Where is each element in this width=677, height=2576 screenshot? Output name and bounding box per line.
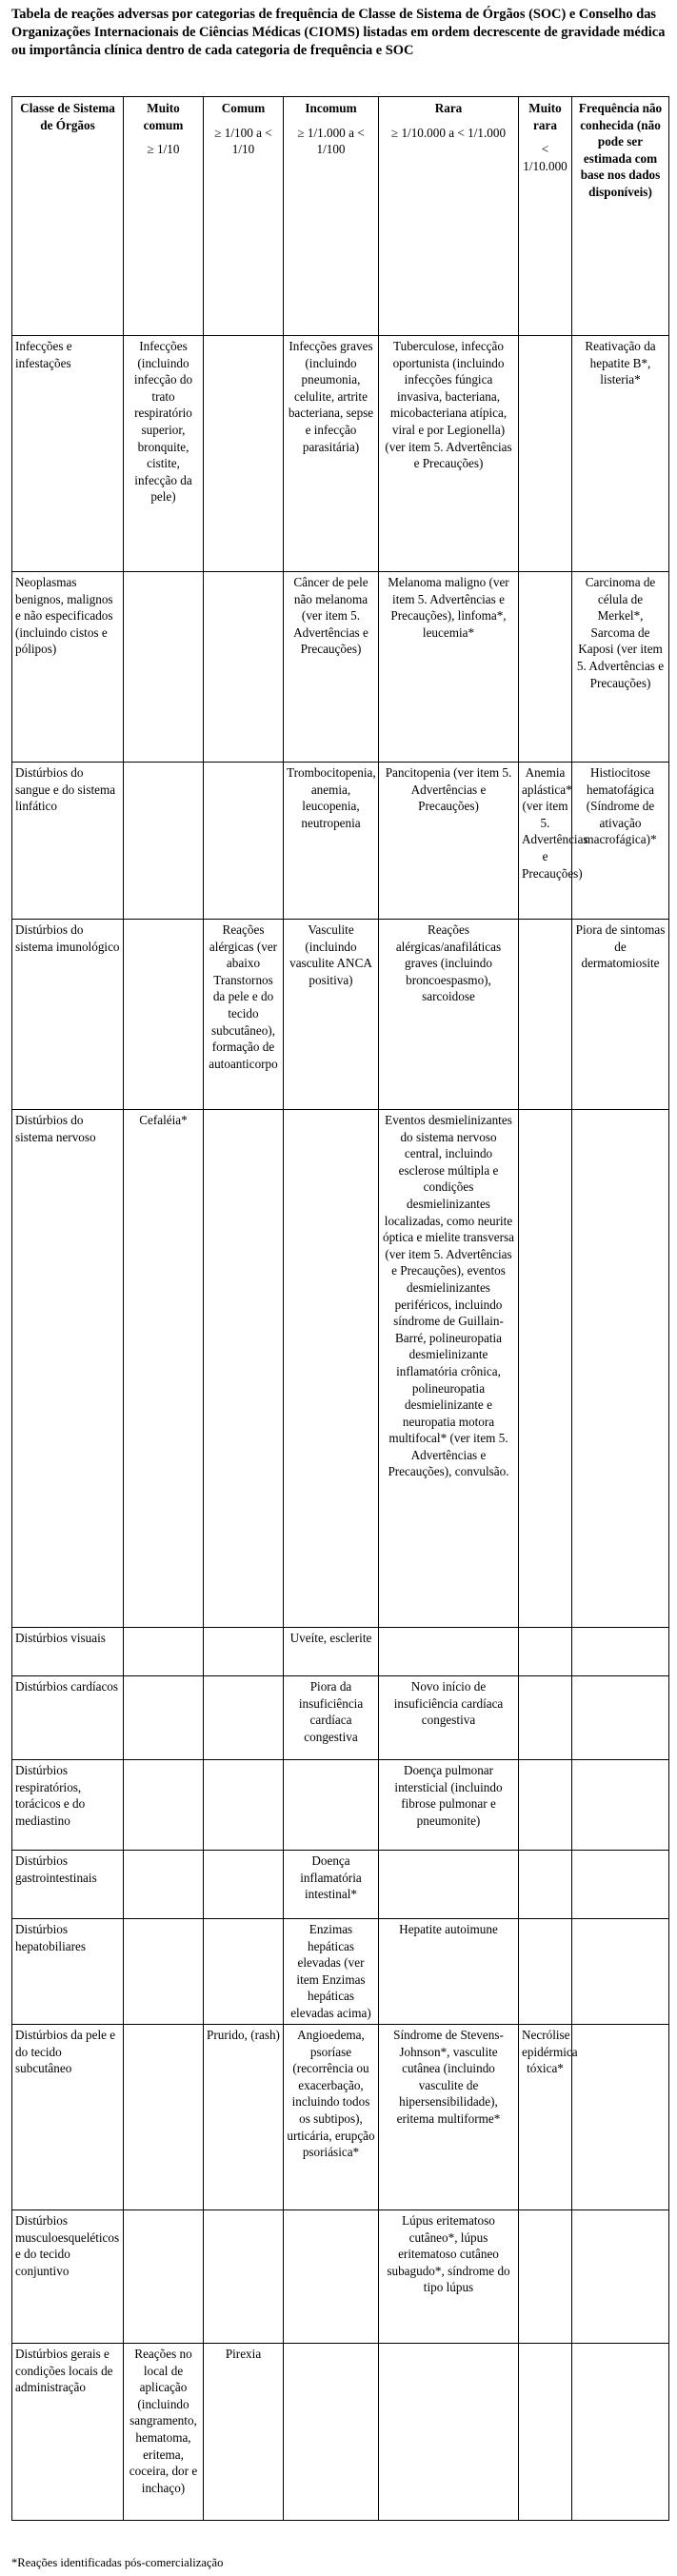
cell-common (204, 1851, 284, 1919)
adverse-reactions-table (11, 96, 669, 2521)
cell-unknown-frequency: Histiocitose hematofágica (Síndrome de ativação macrofágica)* (572, 763, 669, 920)
cell-very-rare (519, 336, 572, 572)
cell-very-common (124, 1919, 204, 2025)
cell-unknown-frequency: Carcinoma de célula de Merkel*, Sarcoma de Kaposi (ver item 5. Advertências e Precauções) (572, 572, 669, 763)
cell-soc: Distúrbios do sangue e do sistema linfático (12, 763, 124, 920)
cell-very-common (124, 1851, 204, 1919)
cell-very-rare (519, 1760, 572, 1851)
cell-uncommon: Doença inflamatória intestinal* (284, 1851, 379, 1919)
cell-soc: Infecções e infestações (12, 336, 124, 572)
cell-very-rare (519, 1919, 572, 2025)
cell-common (204, 1628, 284, 1676)
cell-uncommon: Câncer de pele não melanoma (ver item 5. Advertências e Precauções) (284, 572, 379, 763)
table-row (12, 1851, 669, 1919)
cell-common (204, 2210, 284, 2344)
cell-common (204, 1676, 284, 1760)
cell-uncommon: Piora da insuficiência cardíaca congestiva (284, 1676, 379, 1760)
cell-very-common (124, 1628, 204, 1676)
table-row (12, 763, 669, 920)
cell-uncommon (284, 2210, 379, 2344)
header-uncommon: Incomum ≥ 1/1.000 a < 1/100 (284, 97, 379, 336)
cell-very-common (124, 1676, 204, 1760)
cell-unknown-frequency (572, 2025, 669, 2210)
cell-rare: Síndrome de Stevens-Johnson*, vasculite cutânea (incluindo vasculite de hipersensibilidade), eritema multiforme* (379, 2025, 519, 2210)
cell-rare: Tuberculose, infecção oportunista (incluindo infecções fúngica invasiva, bacteriana, micobacteriana atípica, viral e por Legionella) (ver item 5. Advertências e Precauções) (379, 336, 519, 572)
cell-unknown-frequency (572, 1676, 669, 1760)
cell-very-common: Reações no local de aplicação (incluindo sangramento, hematoma, eritema, coceira, dor e inchaço) (124, 2344, 204, 2521)
cell-very-rare (519, 2210, 572, 2344)
cell-common (204, 336, 284, 572)
cell-uncommon: Angioedema, psoríase (recorrência ou exacerbação, incluindo todos os subtipos), urticária, erupção psoriásica* (284, 2025, 379, 2210)
cell-soc: Distúrbios gastrointestinais (12, 1851, 124, 1919)
cell-very-common (124, 2025, 204, 2210)
cell-unknown-frequency (572, 1628, 669, 1676)
cell-unknown-frequency (572, 1851, 669, 1919)
cell-soc: Distúrbios respiratórios, torácicos e do mediastino (12, 1760, 124, 1851)
table-row (12, 2210, 669, 2344)
cell-very-common (124, 2210, 204, 2344)
cell-soc: Distúrbios cardíacos (12, 1676, 124, 1760)
cell-rare: Doença pulmonar intersticial (incluindo fibrose pulmonar e pneumonite) (379, 1760, 519, 1851)
cell-common: Pirexia (204, 2344, 284, 2521)
table-caption: Tabela de reações adversas por categorias de frequência de Classe de Sistema de Órgãos (SOC) e Conselho das Organizações Internacionais de Ciências Médicas (CIOMS) listadas em ordem decrescente de gravidade médica ou importância clínica dentro de cada categoria de frequência e SOC (11, 7, 666, 58)
table-row (12, 1110, 669, 1628)
cell-common (204, 763, 284, 920)
cell-unknown-frequency (572, 2344, 669, 2521)
cell-rare: Hepatite autoimune (379, 1919, 519, 2025)
cell-rare: Eventos desmielinizantes do sistema nervoso central, incluindo esclerose múltipla e condições desmielinizantes localizadas, como neurite óptica e mielite transversa (ver item 5. Advertências e Precauções), eventos desmielinizantes periféricos, incluindo síndrome de Guillain-Barré, polineuropatia desmielinizante inflamatória crônica, polineuropatia desmielinizante e neuropatia motora multifocal* (ver item 5. Advertências e Precauções), convulsão. (379, 1110, 519, 1628)
cell-very-common (124, 920, 204, 1110)
cell-uncommon: Trombocitopenia, anemia, leucopenia, neutropenia (284, 763, 379, 920)
cell-common (204, 1760, 284, 1851)
cell-uncommon: Vasculite (incluindo vasculite ANCA positiva) (284, 920, 379, 1110)
cell-very-common (124, 572, 204, 763)
cell-very-rare (519, 1851, 572, 1919)
cell-common (204, 1110, 284, 1628)
cell-uncommon: Infecções graves (incluindo pneumonia, celulite, artrite bacteriana, sepse e infecção parasitária) (284, 336, 379, 572)
cell-soc: Neoplasmas benignos, malignos e não especificados (incluindo cistos e pólipos) (12, 572, 124, 763)
cell-soc: Distúrbios visuais (12, 1628, 124, 1676)
cell-unknown-frequency: Piora de sintomas de dermatomiosite (572, 920, 669, 1110)
header-rare: Rara ≥ 1/10.000 a < 1/1.000 (379, 97, 519, 336)
cell-rare: Novo início de insuficiência cardíaca congestiva (379, 1676, 519, 1760)
cell-common (204, 1919, 284, 2025)
cell-uncommon (284, 1760, 379, 1851)
table-header-row (12, 97, 669, 336)
header-common: Comum ≥ 1/100 a < 1/10 (204, 97, 284, 336)
cell-soc: Distúrbios gerais e condições locais de administração (12, 2344, 124, 2521)
cell-very-rare (519, 1110, 572, 1628)
cell-rare: Reações alérgicas/anafiláticas graves (incluindo broncoespasmo), sarcoidose (379, 920, 519, 1110)
cell-rare: Pancitopenia (ver item 5. Advertências e Precauções) (379, 763, 519, 920)
cell-soc: Distúrbios da pele e do tecido subcutâneo (12, 2025, 124, 2210)
cell-soc: Distúrbios do sistema nervoso (12, 1110, 124, 1628)
cell-rare (379, 1628, 519, 1676)
table-row (12, 1628, 669, 1676)
cell-very-common: Infecções (incluindo infecção do trato respiratório superior, bronquite, cistite, infecção da pele) (124, 336, 204, 572)
cell-uncommon (284, 1110, 379, 1628)
cell-unknown-frequency (572, 1760, 669, 1851)
cell-very-rare (519, 1628, 572, 1676)
header-very-common: Muito comum ≥ 1/10 (124, 97, 204, 336)
cell-very-rare: Anemia aplástica* (ver item 5. Advertências e Precauções) (519, 763, 572, 920)
header-soc: Classe de Sistema de Órgãos (12, 97, 124, 336)
document-page (11, 0, 668, 60)
cell-very-common (124, 763, 204, 920)
header-very-rare: Muito rara < 1/10.000 (519, 97, 572, 336)
header-unknown-frequency: Frequência não conhecida (não pode ser estimada com base nos dados disponíveis) (572, 97, 669, 336)
cell-very-rare (519, 2344, 572, 2521)
cell-uncommon: Uveíte, esclerite (284, 1628, 379, 1676)
table-row (12, 336, 669, 572)
cell-very-rare: Necrólise epidérmica tóxica* (519, 2025, 572, 2210)
cell-rare: Melanoma maligno (ver item 5. Advertências e Precauções), linfoma*, leucemia* (379, 572, 519, 763)
cell-unknown-frequency: Reativação da hepatite B*, listeria* (572, 336, 669, 572)
cell-common: Prurido, (rash) (204, 2025, 284, 2210)
table-row (12, 1760, 669, 1851)
table-row (12, 1919, 669, 2025)
cell-rare (379, 1851, 519, 1919)
cell-unknown-frequency (572, 2210, 669, 2344)
table-row (12, 2025, 669, 2210)
footnote: *Reações identificadas pós-comercialização (11, 2556, 224, 2569)
table-row (12, 1676, 669, 1760)
cell-uncommon (284, 2344, 379, 2521)
cell-soc: Distúrbios musculoesqueléticos e do tecido conjuntivo (12, 2210, 124, 2344)
cell-unknown-frequency (572, 1110, 669, 1628)
cell-unknown-frequency (572, 1919, 669, 2025)
cell-very-common (124, 1760, 204, 1851)
table-row (12, 572, 669, 763)
table-row (12, 920, 669, 1110)
cell-very-common: Cefaléia* (124, 1110, 204, 1628)
cell-soc: Distúrbios do sistema imunológico (12, 920, 124, 1110)
table-row (12, 2344, 669, 2521)
cell-very-rare (519, 920, 572, 1110)
cell-very-rare (519, 1676, 572, 1760)
cell-common (204, 572, 284, 763)
cell-very-rare (519, 572, 572, 763)
cell-common: Reações alérgicas (ver abaixo Transtornos da pele e do tecido subcutâneo), formação de autoanticorpo (204, 920, 284, 1110)
cell-rare: Lúpus eritematoso cutâneo*, lúpus eritematoso cutâneo subagudo*, síndrome do tipo lúpus (379, 2210, 519, 2344)
cell-uncommon: Enzimas hepáticas elevadas (ver item Enzimas hepáticas elevadas acima) (284, 1919, 379, 2025)
cell-rare (379, 2344, 519, 2521)
cell-soc: Distúrbios hepatobiliares (12, 1919, 124, 2025)
